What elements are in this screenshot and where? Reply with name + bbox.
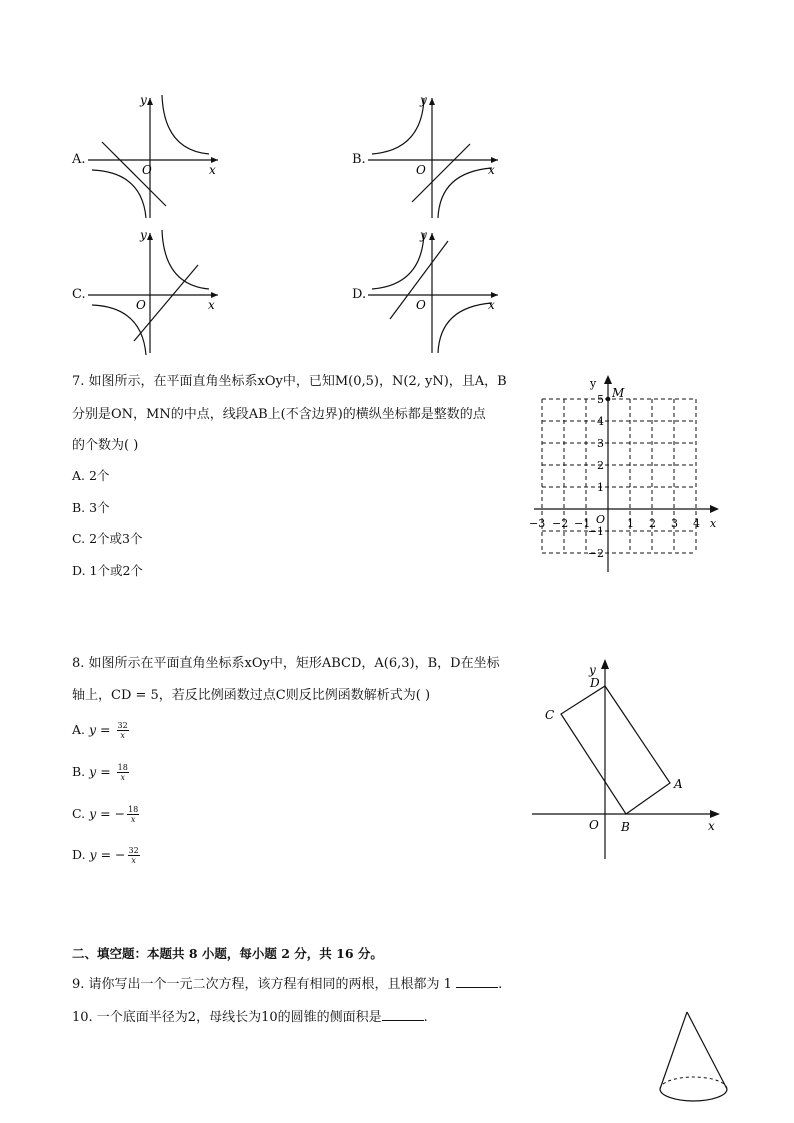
vertex-c-label: C (545, 708, 555, 722)
fraction: $\frac{18}{x}$ (117, 763, 128, 782)
x-label: x (488, 298, 495, 312)
point-m (606, 397, 611, 402)
origin-label: O (142, 163, 152, 177)
q8-stem-line1: 8. 如图所示在平面直角坐标系xOy中，矩形ABCD，A(6,3)，B，D在坐标 (72, 656, 500, 671)
option-lhs: y = (89, 764, 111, 779)
q6-option-b-graph (364, 90, 504, 225)
q10-tail: . (423, 1010, 428, 1025)
option-label: C. (72, 806, 86, 821)
q8-figure-rectangle (528, 655, 728, 860)
y-label: y (420, 93, 427, 107)
cone-slant-left (660, 1012, 687, 1089)
y-tick: 4 (597, 415, 604, 428)
q7-option-d[interactable]: D. 1个或2个 (72, 563, 143, 578)
y-label: y (420, 228, 427, 242)
q10-text: 10. 一个底面半径为2，母线长为10的圆锥的侧面积是 (72, 1010, 382, 1025)
q7-option-a[interactable]: A. 2个 (72, 468, 110, 483)
q7-option-c[interactable]: C. 2个或3个 (72, 531, 143, 546)
x-label: x (708, 819, 715, 833)
y-label: y (140, 93, 147, 107)
q10-answer-blank[interactable] (382, 1020, 424, 1021)
y-label: y (589, 663, 596, 677)
origin-label: O (416, 298, 426, 312)
y-axis-arrow (147, 233, 153, 240)
hyperbola-branch-upper (372, 233, 424, 289)
y-tick-labels (588, 393, 604, 560)
y-tick: −2 (587, 547, 604, 560)
y-tick: 1 (597, 481, 604, 494)
vertex-d-label: D (590, 676, 600, 690)
option-lhs: y = (89, 847, 112, 862)
q9-answer-blank[interactable] (456, 987, 498, 988)
y-tick: 2 (597, 459, 604, 472)
q8-option-c[interactable] (72, 804, 139, 824)
y-axis-arrow (601, 659, 609, 669)
option-lhs: y = (89, 806, 111, 821)
x-label: x (209, 163, 216, 177)
origin-label: O (136, 298, 146, 312)
x-tick: −3 (529, 517, 546, 530)
point-m-label: M (612, 386, 625, 400)
y-axis-arrow (604, 375, 612, 384)
q7-stem-line1: 7. 如图所示，在平面直角坐标系xOy中，已知M(0,5)，N(2, yN)，且A，B (72, 374, 507, 389)
x-tick: 4 (693, 517, 700, 530)
y-axis-arrow (147, 98, 153, 105)
x-axis-arrow (710, 505, 719, 513)
q6-option-d-label[interactable]: D. (352, 287, 367, 302)
q6-option-d-graph (364, 225, 504, 360)
vertex-a-label: A (674, 777, 683, 791)
q9-line (72, 975, 502, 995)
fraction: $\frac{18}{x}$ (128, 805, 139, 824)
q10-line (72, 1008, 428, 1028)
q8-option-a[interactable] (72, 720, 129, 740)
x-tick: 1 (627, 517, 634, 530)
y-label: y (140, 228, 147, 242)
hyperbola-branch-lower (92, 305, 146, 355)
rectangle-abcd (561, 686, 670, 814)
q8-stem-line2: 轴上，CD = 5，若反比例函数过点C则反比例函数解析式为( ) (72, 688, 431, 703)
q8-option-d[interactable] (72, 845, 140, 865)
vertex-b-label: B (621, 820, 630, 834)
q9-tail: . (498, 977, 503, 992)
option-label: D. (72, 847, 86, 862)
hyperbola-branch-lower (438, 168, 492, 218)
x-tick-labels (529, 517, 700, 530)
x-tick: 3 (671, 517, 678, 530)
cone-base-back (660, 1077, 727, 1089)
origin-label: O (589, 818, 599, 832)
hyperbola-branch-upper (372, 98, 424, 154)
hyperbola-branch-lower (438, 303, 492, 353)
q7-stem-line3: 的个数为( ) (72, 438, 139, 453)
y-tick: 3 (597, 437, 604, 450)
x-tick: −1 (574, 517, 591, 530)
y-axis-arrow (429, 98, 435, 105)
q7-figure-grid (526, 372, 726, 577)
y-tick: −1 (587, 525, 604, 538)
option-sign: − (114, 806, 126, 821)
x-axis-arrow (710, 810, 720, 818)
section2-title: 二、填空题：本题共 8 小题，每小题 2 分，共 16 分。 (72, 946, 383, 961)
y-tick: 5 (597, 393, 604, 406)
fraction: $\frac{32}{x}$ (128, 846, 139, 865)
q7-stem-line2: 分别是ON，MN的中点，线段AB上(不含边界)的横纵坐标都是整数的点 (72, 407, 486, 422)
q6-option-b-label[interactable]: B. (352, 152, 366, 167)
q6-option-c-label[interactable]: C. (72, 287, 86, 302)
q10-cone-figure (650, 1008, 740, 1113)
y-axis-arrow (429, 233, 435, 240)
q6-option-c-graph (84, 225, 224, 360)
q7-option-b[interactable]: B. 3个 (72, 500, 110, 515)
origin-label: O (596, 513, 606, 526)
option-sign: − (115, 847, 126, 862)
x-label: x (488, 163, 495, 177)
origin-label: O (416, 163, 426, 177)
line (102, 142, 166, 206)
cone-base-front (660, 1089, 727, 1101)
y-label: y (590, 377, 597, 390)
option-label: B. (72, 764, 86, 779)
option-label: A. (72, 722, 86, 737)
x-label: x (710, 517, 717, 530)
q6-option-a-label[interactable]: A. (72, 152, 86, 167)
x-tick: 2 (649, 517, 656, 530)
x-tick: −2 (552, 517, 569, 530)
option-lhs: y = (89, 722, 111, 737)
hyperbola-branch-upper (162, 95, 209, 154)
x-label: x (208, 298, 215, 312)
q6-option-a-graph (84, 90, 224, 225)
fraction: $\frac{32}{x}$ (117, 721, 128, 740)
q8-option-b[interactable] (72, 762, 129, 782)
q9-text: 9. 请你写出一个一元二次方程，该方程有相同的两根，且根都为 1 (72, 977, 452, 992)
